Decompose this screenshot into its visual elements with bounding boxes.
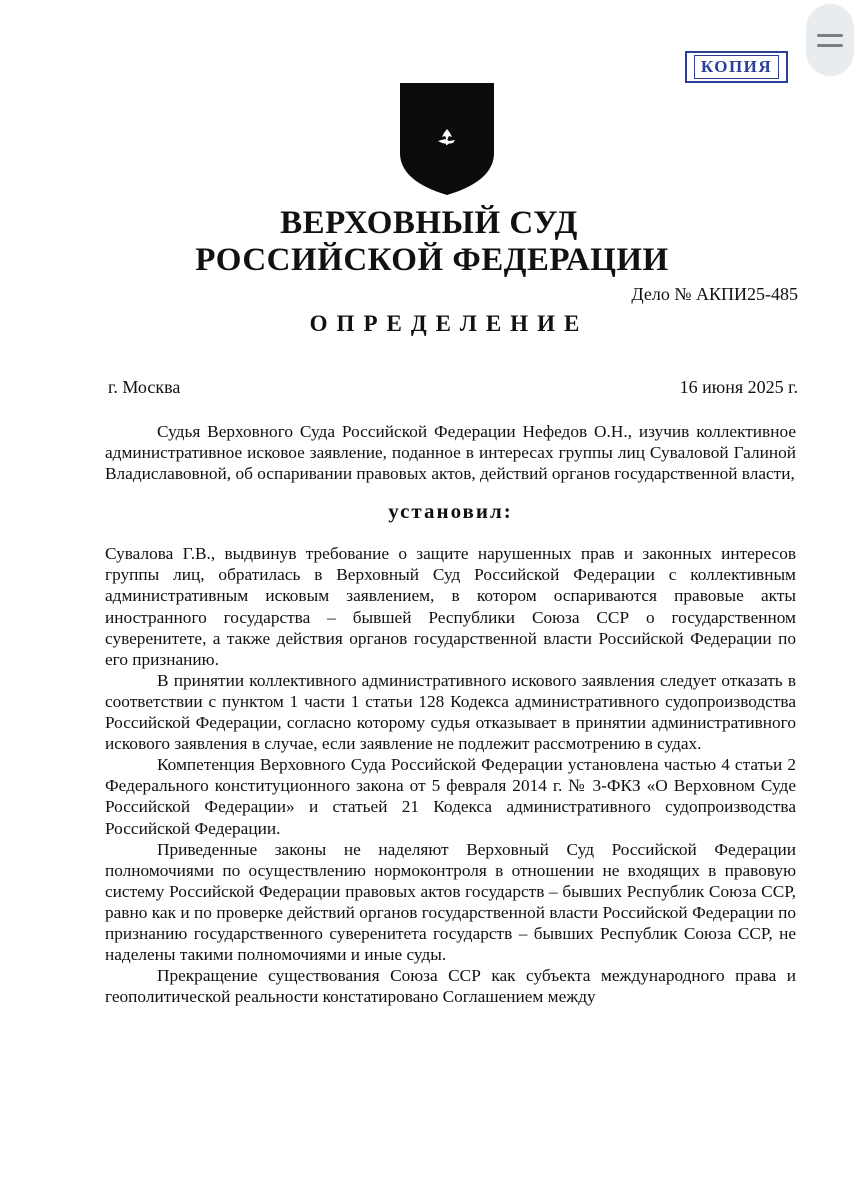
menu-line-icon xyxy=(817,44,843,47)
court-name-line-1: ВЕРХОВНЫЙ СУД xyxy=(280,205,578,241)
body-paragraph: Сувалова Г.В., выдвинув требование о защите нарушенных прав и законных интересов группы лиц, обратилась в Верховный Суд Российской Федерации с коллективным административным исковым заявлением, в котором оспариваются правовые акты иностранного государства – бывшей Республики Союза ССР о государственном суверенитете, а также действия органов государственной власти Российской Федерации по его признанию. xyxy=(105,544,796,669)
menu-button[interactable] xyxy=(806,4,854,76)
copy-stamp xyxy=(685,51,788,83)
court-name-line-2: РОССИЙСКОЙ ФЕДЕРАЦИИ xyxy=(195,242,669,278)
ruling-heading: установил: xyxy=(388,499,513,524)
document-date: 16 июня 2025 г. xyxy=(679,377,798,397)
place-of-issue: г. Москва xyxy=(108,377,181,397)
document-body xyxy=(105,421,796,1007)
body-paragraph: Компетенция Верховного Суда Российской Федерации установлена частью 4 статьи 2 Федерального конституционного закона от 5 февраля 2014 г. № 3-ФКЗ «О Верховном Суде Российской Федерации» и статьей 21 Кодекса административного судопроизводства Российской Федерации. xyxy=(105,755,796,838)
coat-of-arms-shield-icon xyxy=(398,81,496,197)
intro-paragraph: Судья Верховного Суда Российской Федерации Нефедов О.Н., изучив коллективное административное исковое заявление, поданное в интересах группы лиц Суваловой Галиной Владиславовной, об оспаривании правовых актов, действий органов государственной власти, xyxy=(105,422,796,484)
body-paragraph: Прекращение существования Союза ССР как субъекта международного права и геополитической реальности констатировано Соглашением между xyxy=(105,966,796,1007)
body-paragraph: В принятии коллективного административного искового заявления следует отказать в соответствии с пунктом 1 части 1 статьи 128 Кодекса административного судопроизводства Российской Федерации, согласно которому судья отказывает в принятии административного искового заявления в случае, если заявление не подлежит рассмотрению в судах. xyxy=(105,670,796,754)
document-type-title: ОПРЕДЕЛЕНИЕ xyxy=(309,311,589,336)
copy-stamp-label: КОПИЯ xyxy=(694,55,779,79)
menu-line-icon xyxy=(817,34,843,37)
case-number: Дело № АКПИ25-485 xyxy=(631,284,798,304)
body-paragraph: Приведенные законы не наделяют Верховный Суд Российской Федерации полномочиями по осуществлению нормоконтроля в отношении не входящих в правовую систему Российской Федерации правовых актов государств – бывших Республик Союза ССР, равно как и по проверке действий органов государственной власти Российской Федерации по признанию государственного суверенитета государств – бывших Республик Союза ССР, не наделены такими полномочиями и иные суды. xyxy=(105,839,796,965)
